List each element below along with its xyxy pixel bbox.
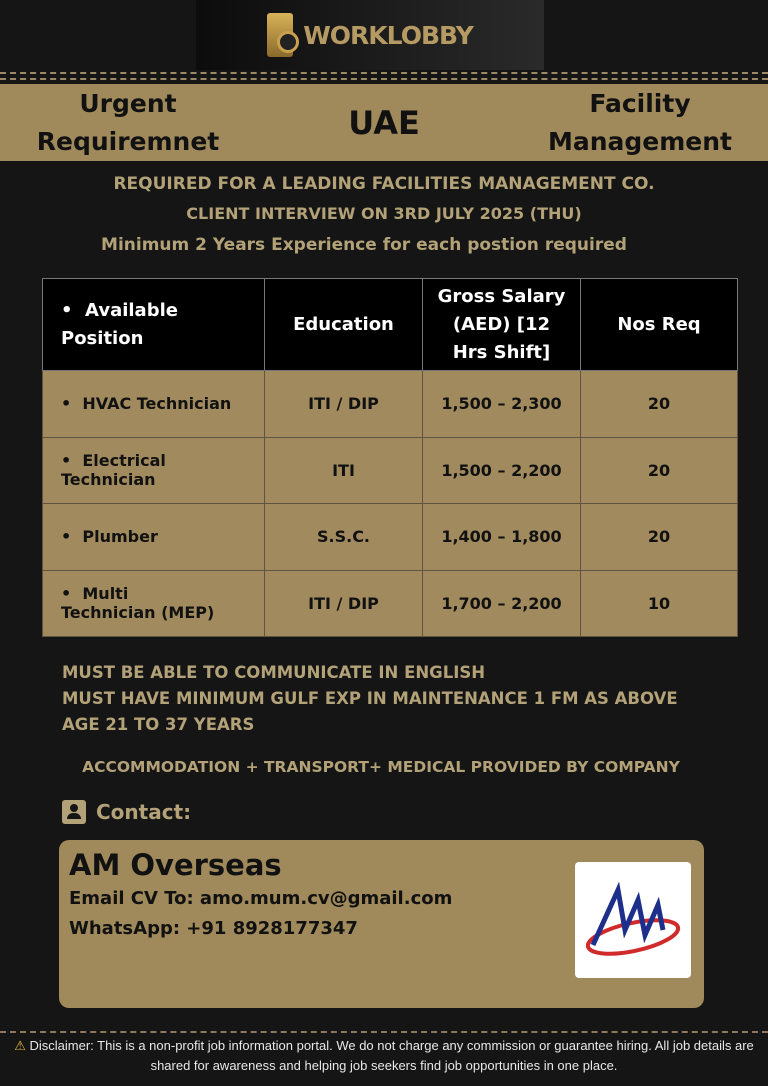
contact-heading [62, 800, 191, 824]
intro-line: REQUIRED FOR A LEADING FACILITIES MANAGEMENT CO. [113, 174, 655, 194]
country-label: UAE [348, 103, 420, 142]
contact-card-icon [62, 800, 86, 824]
table-row: • Multi Technician (MEP) ITI / DIP 1,700 – 2,200 10 [43, 570, 738, 637]
table-row: • HVAC Technician ITI / DIP 1,500 – 2,300 20 [43, 371, 738, 438]
contact-card [59, 840, 704, 1008]
col-header: Gross Salary (AED) [12 Hrs Shift] [423, 279, 581, 371]
brand-logo [196, 0, 544, 70]
intro-line: Minimum 2 Years Experience for each postion required [101, 235, 627, 255]
benefits: ACCOMMODATION + TRANSPORT+ MEDICAL PROVIDED BY COMPANY [82, 758, 680, 776]
requirement: MUST BE ABLE TO COMMUNICATE IN ENGLISH [62, 663, 486, 682]
requirement: AGE 21 TO 37 YEARS [62, 715, 255, 734]
col-header: Nos Req [581, 279, 738, 371]
col-header: Education [265, 279, 423, 371]
col-header: • Available Position [43, 279, 265, 371]
requirements [62, 660, 678, 738]
divider [0, 72, 768, 74]
warning-icon: ⚠ [14, 1038, 26, 1053]
contact-heading-label: Contact: [96, 800, 192, 824]
divider [0, 1031, 768, 1033]
company-logo [575, 862, 691, 978]
table-row: • Electrical Technician ITI 1,500 – 2,200 20 [43, 437, 738, 504]
disclaimer: ⚠ Disclaimer: This is a non-profit job information portal. We do not charge any commission or guarantee hiring. All job details are shared for awareness and helping job seekers find job opportunities in one place. [14, 1038, 754, 1073]
sector-label: Facility Management [547, 88, 733, 156]
header-band [0, 84, 768, 161]
positions-table [42, 278, 738, 637]
table-row: • Plumber S.S.C. 1,400 – 1,800 20 [43, 504, 738, 571]
email[interactable]: Email CV To: amo.mum.cv@gmail.com [69, 888, 453, 909]
resume-search-icon [267, 13, 293, 57]
requirement: MUST HAVE MINIMUM GULF EXP IN MAINTENANCE 1 FM AS ABOVE [62, 689, 678, 708]
whatsapp[interactable]: WhatsApp: +91 8928177347 [69, 918, 358, 939]
brand-name: WORKLOBBY [303, 20, 473, 50]
intro-line: CLIENT INTERVIEW ON 3RD JULY 2025 (THU) [186, 204, 582, 223]
company-name: AM Overseas [69, 848, 282, 882]
urgency-label: Urgent Requiremnet [36, 88, 220, 156]
divider [0, 78, 768, 80]
